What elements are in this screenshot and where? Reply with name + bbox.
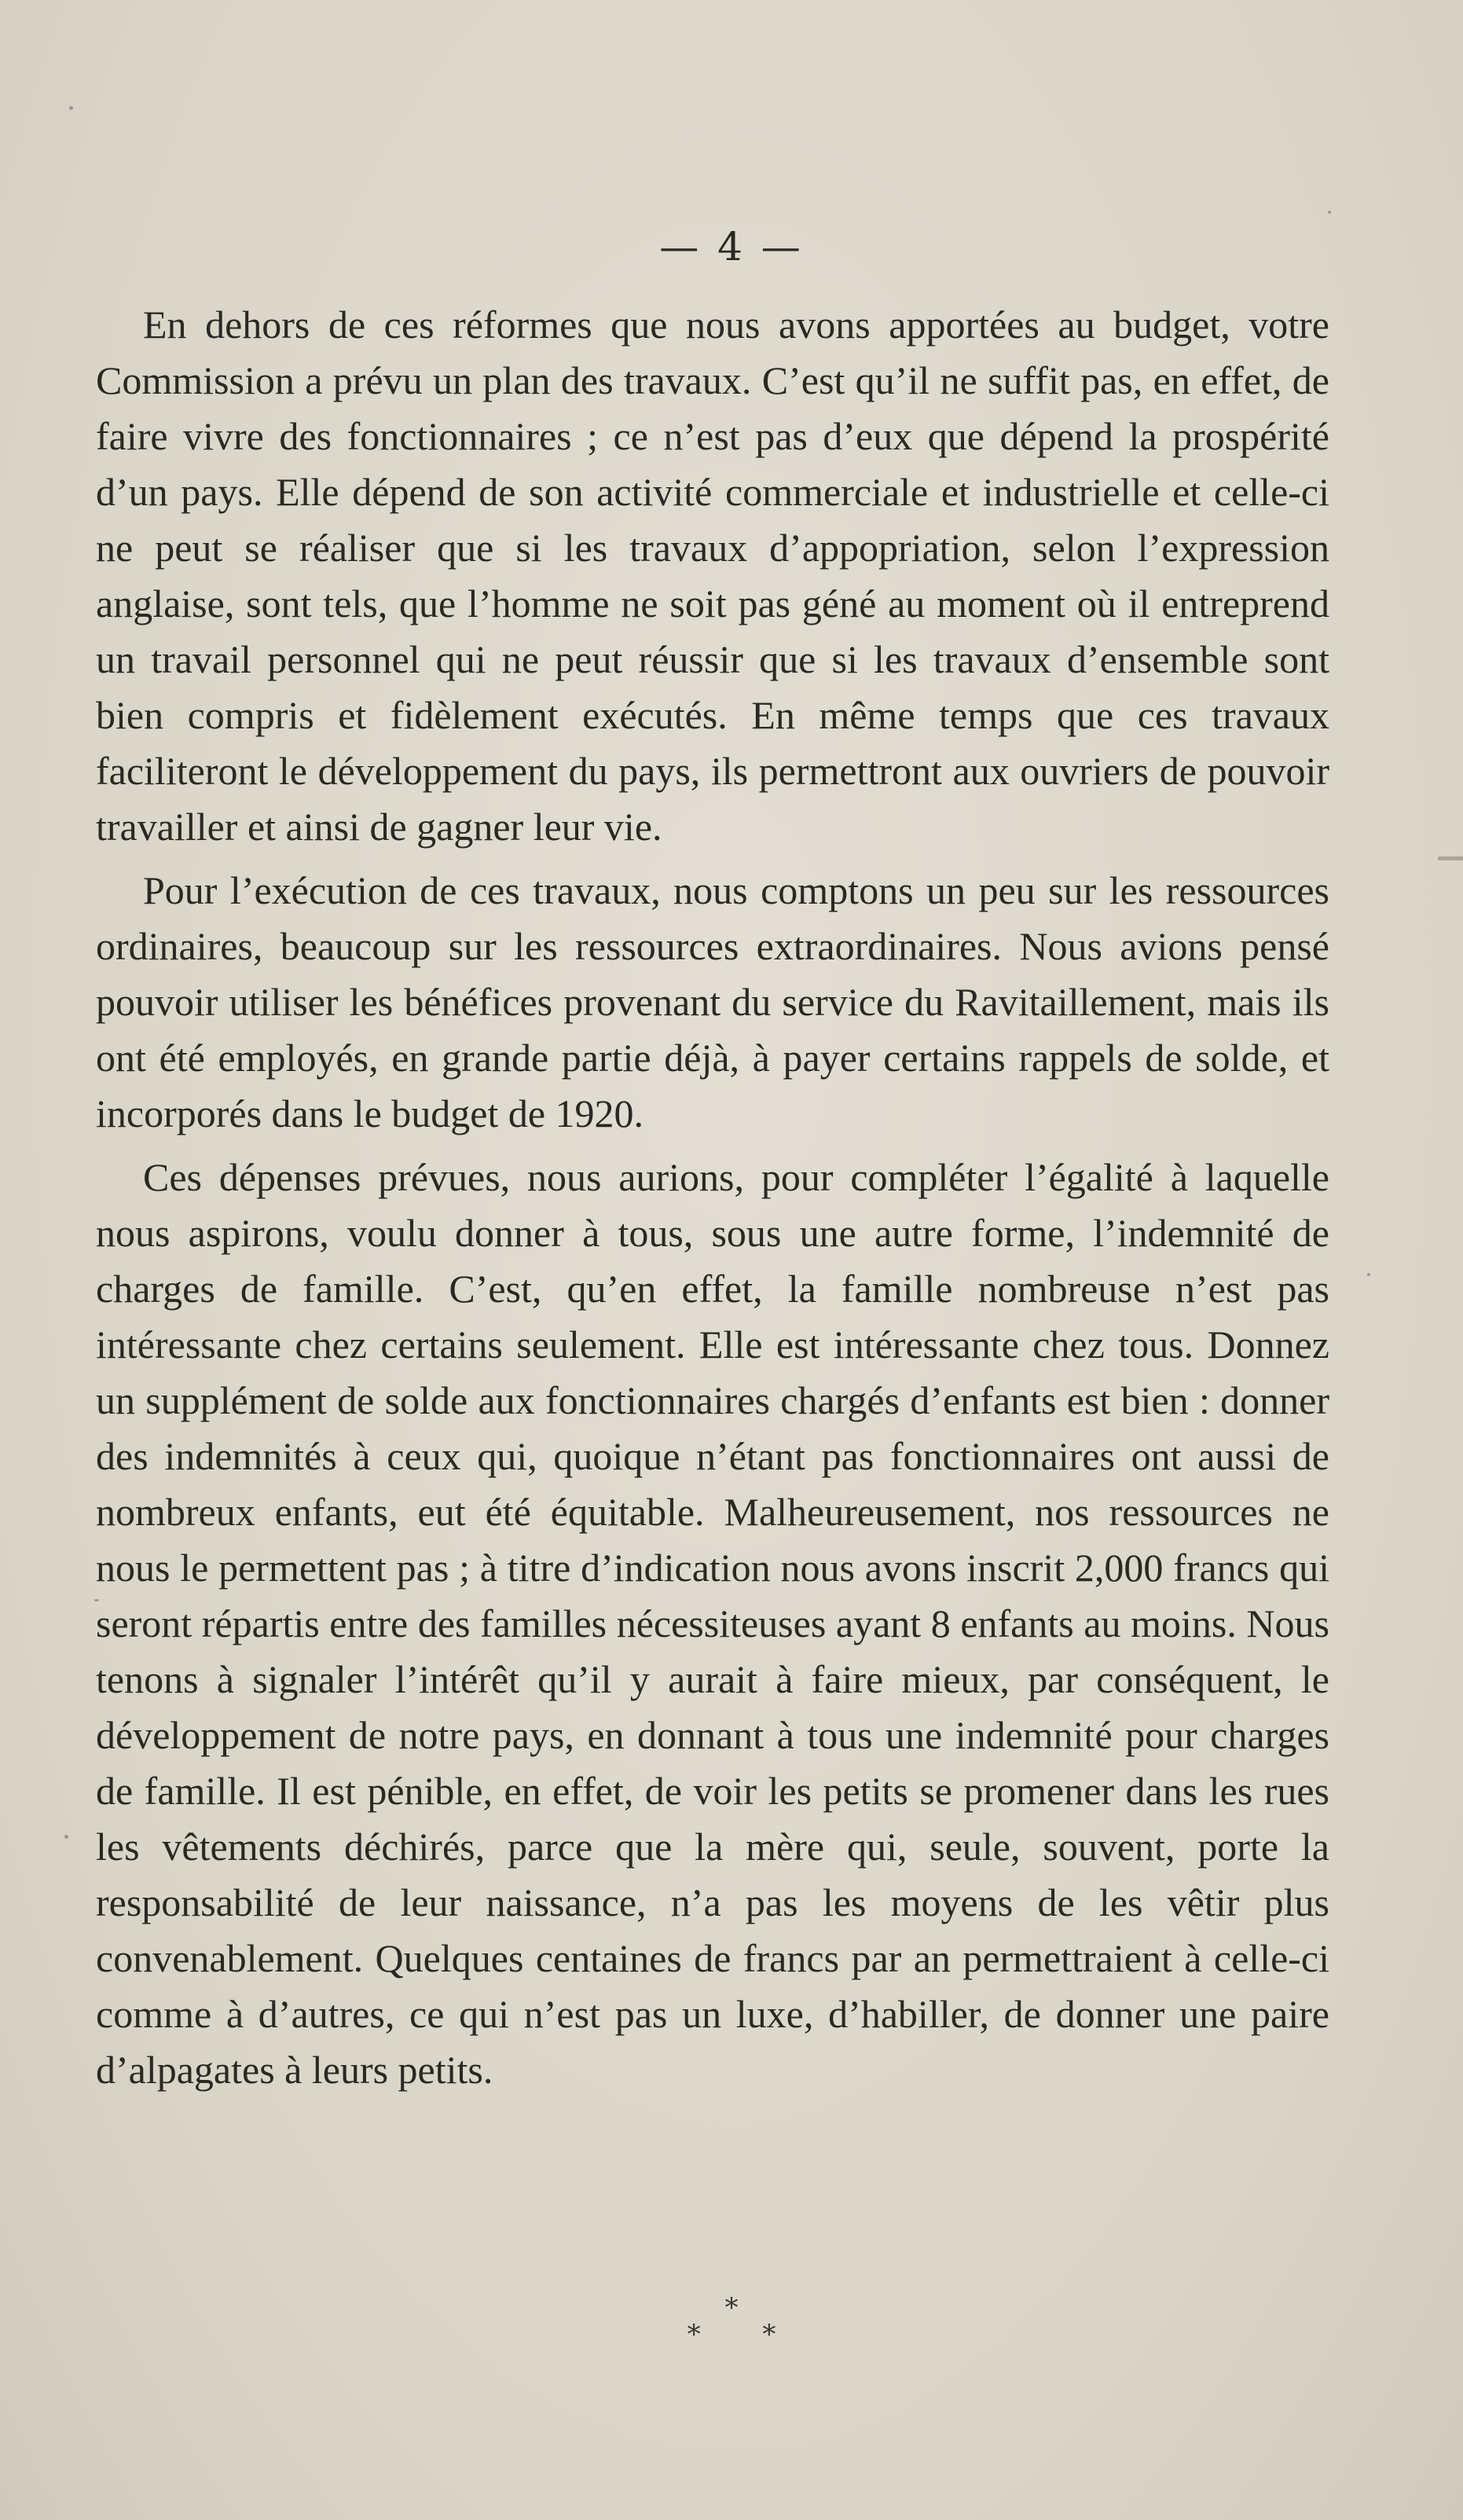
paper-speck bbox=[1367, 1273, 1370, 1276]
asterism-top: * bbox=[724, 2292, 739, 2324]
paragraph-charges-famille: Ces dépenses prévues, nous aurions, pour compléter l’égalité à laquelle nous aspirons, voulu donner à tous, sous une autre forme, l’indemnité de charges de famille. C’est, qu’en effet, la famille nombreuse n’est pas intéressante chez certains seulement. Elle est intéressante chez tous. Donnez un supplément de solde aux fonctionnaires chargés d’enfants est bien : donner des indemnités à ceux qui, quoique n’étant pas fonctionnaires ont aussi de nombreux enfants, eut été équitable. Malheureusement, nos ressources ne nous le permettent pas ; à titre d’indication nous avons inscrit 2,000 francs qui seront répartis entre des familles nécessiteuses ayant 8 enfants au moins. Nous tenons à signaler l’intérêt qu’il y aurait à faire mieux, par conséquent, le développement de notre pays, en donnant à tous une indemnité pour charges de famille. Il est pénible, en effet, de voir les petits se promener dans les rues les vêtements déchirés, parce que la mère qui, seule, souvent, porte la responsabilité de leur naissance, n’a pas les moyens de les vêtir plus convenablement. Quelques centaines de francs par an permettraient à celle-ci comme à d’autres, ce qui n’est pas un luxe, d’habiller, de donner une paire d’alpagates à leurs petits. bbox=[96, 1155, 1329, 2092]
asterism-ornament bbox=[0, 2294, 1463, 2348]
paragraph-reforms-travaux: En dehors de ces réformes que nous avons apportées au budget, votre Commission a prévu un plan des travaux. C’est qu’il ne suffit pas, en effet, de faire vivre des fonctionnaires ; ce n’est pas d’eux que dépend la prospérité d’un pays. Elle dépend de son activité commerciale et industrielle et celle-ci ne peut se réaliser que si les travaux d’appopriation, selon l’expression anglaise, sont tels, que l’homme ne soit pas géné au moment où il entreprend un travail personnel qui ne peut réussir que si les travaux d’ensemble sont bien compris et fidèlement exécutés. En même temps que ces travaux faciliteront le développement du pays, ils permettront aux ouvriers de pouvoir travailler et ainsi de gagner leur vie. bbox=[96, 303, 1329, 849]
paper-speck bbox=[64, 1835, 68, 1839]
paragraph-execution-travaux: Pour l’exécution de ces travaux, nous comptons un peu sur les ressources ordinaires, beaucoup sur les ressources extraordinaires. Nous avions pensé pouvoir utiliser les bénéfices provenant du service du Ravitaillement, mais ils ont été employés, en grande partie déjà, à payer certains rappels de solde, et incorporés dans le budget de 1920. bbox=[96, 868, 1329, 1135]
body-text bbox=[96, 297, 1329, 2106]
paper-speck bbox=[1328, 211, 1331, 214]
paper-speck bbox=[69, 106, 73, 110]
asterism-bottom: * * bbox=[687, 2319, 803, 2350]
edge-mark bbox=[1438, 857, 1463, 860]
page-number: — 4 — bbox=[659, 224, 804, 270]
